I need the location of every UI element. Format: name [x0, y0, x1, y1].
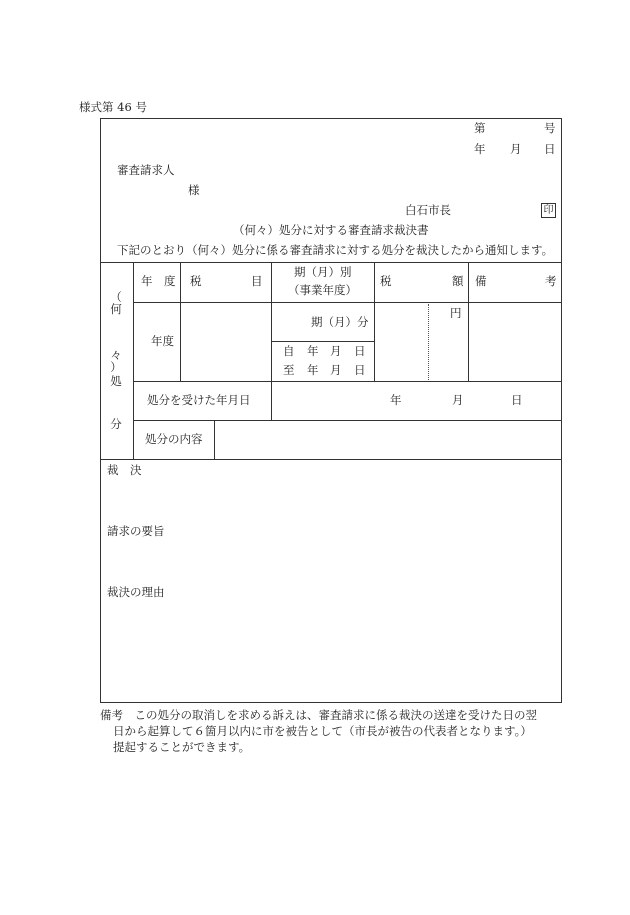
from-day: 日 [354, 344, 366, 358]
from-month: 月 [330, 344, 342, 358]
note-line-3: 提起することができます。 [113, 740, 251, 754]
side-label-nani: 何 [110, 302, 122, 316]
received-date-label: 処分を受けた年月日 [147, 393, 251, 407]
period-cell-label: 期（月）分 [311, 315, 369, 329]
received-day: 日 [511, 393, 523, 407]
yen-unit: 円 [450, 306, 462, 320]
col-header-amount-b: 額 [452, 274, 464, 288]
received-month: 月 [452, 393, 464, 407]
col-header-year: 年 度 [141, 274, 176, 288]
contents-label: 処分の内容 [145, 432, 203, 446]
received-year: 年 [390, 393, 402, 407]
seal-icon: 印 [541, 203, 556, 218]
to-label: 至 [283, 363, 295, 377]
col-header-tax-b: 目 [251, 274, 263, 288]
mayor-label: 白石市長 [405, 203, 451, 217]
side-label-sho: 処 [110, 374, 122, 388]
doc-number-go: 号 [544, 121, 556, 135]
from-year: 年 [307, 344, 319, 358]
to-year: 年 [307, 363, 319, 377]
side-label-noma: 々 [110, 348, 122, 362]
col-header-tax-a: 税 [190, 274, 202, 288]
requester-sama: 様 [188, 183, 200, 197]
side-label-bun: 分 [110, 417, 122, 431]
year-suffix-label: 年度 [151, 334, 174, 348]
reason-label: 裁決の理由 [107, 585, 165, 599]
note-line-1: 備考 この処分の取消しを求める訴えは、審査請求に係る裁決の送達を受けた日の翌 [100, 708, 537, 722]
doc-number-dai: 第 [474, 121, 486, 135]
col-header-remarks-a: 備 [475, 274, 487, 288]
note-line-2: 日から起算して６箇月以内に市を被告として（市長が被告の代表者となります。） [113, 724, 532, 738]
form-number: 様式第 46 号 [79, 100, 147, 114]
from-label: 自 [283, 344, 295, 358]
date-year-label: 年 [474, 142, 486, 156]
col-header-period-2: （事業年度） [288, 283, 357, 297]
col-header-period-1: 期（月）別 [294, 265, 352, 279]
side-label-paren-close: ） [110, 360, 122, 374]
side-label-paren-open: （ [110, 290, 122, 304]
date-month-label: 月 [510, 142, 522, 156]
col-header-remarks-b: 考 [545, 274, 557, 288]
to-month: 月 [330, 363, 342, 377]
to-day: 日 [354, 363, 366, 377]
intro-text: 下記のとおり（何々）処分に係る審査請求に対する処分を裁決したから通知します。 [117, 243, 554, 257]
requester-label: 審査請求人 [117, 163, 175, 177]
summary-label: 請求の要旨 [107, 524, 165, 538]
col-header-amount-a: 税 [380, 274, 392, 288]
document-title: （何々）処分に対する審査請求裁決書 [233, 223, 429, 237]
date-day-label: 日 [544, 142, 556, 156]
decision-label: 裁 決 [107, 463, 142, 477]
